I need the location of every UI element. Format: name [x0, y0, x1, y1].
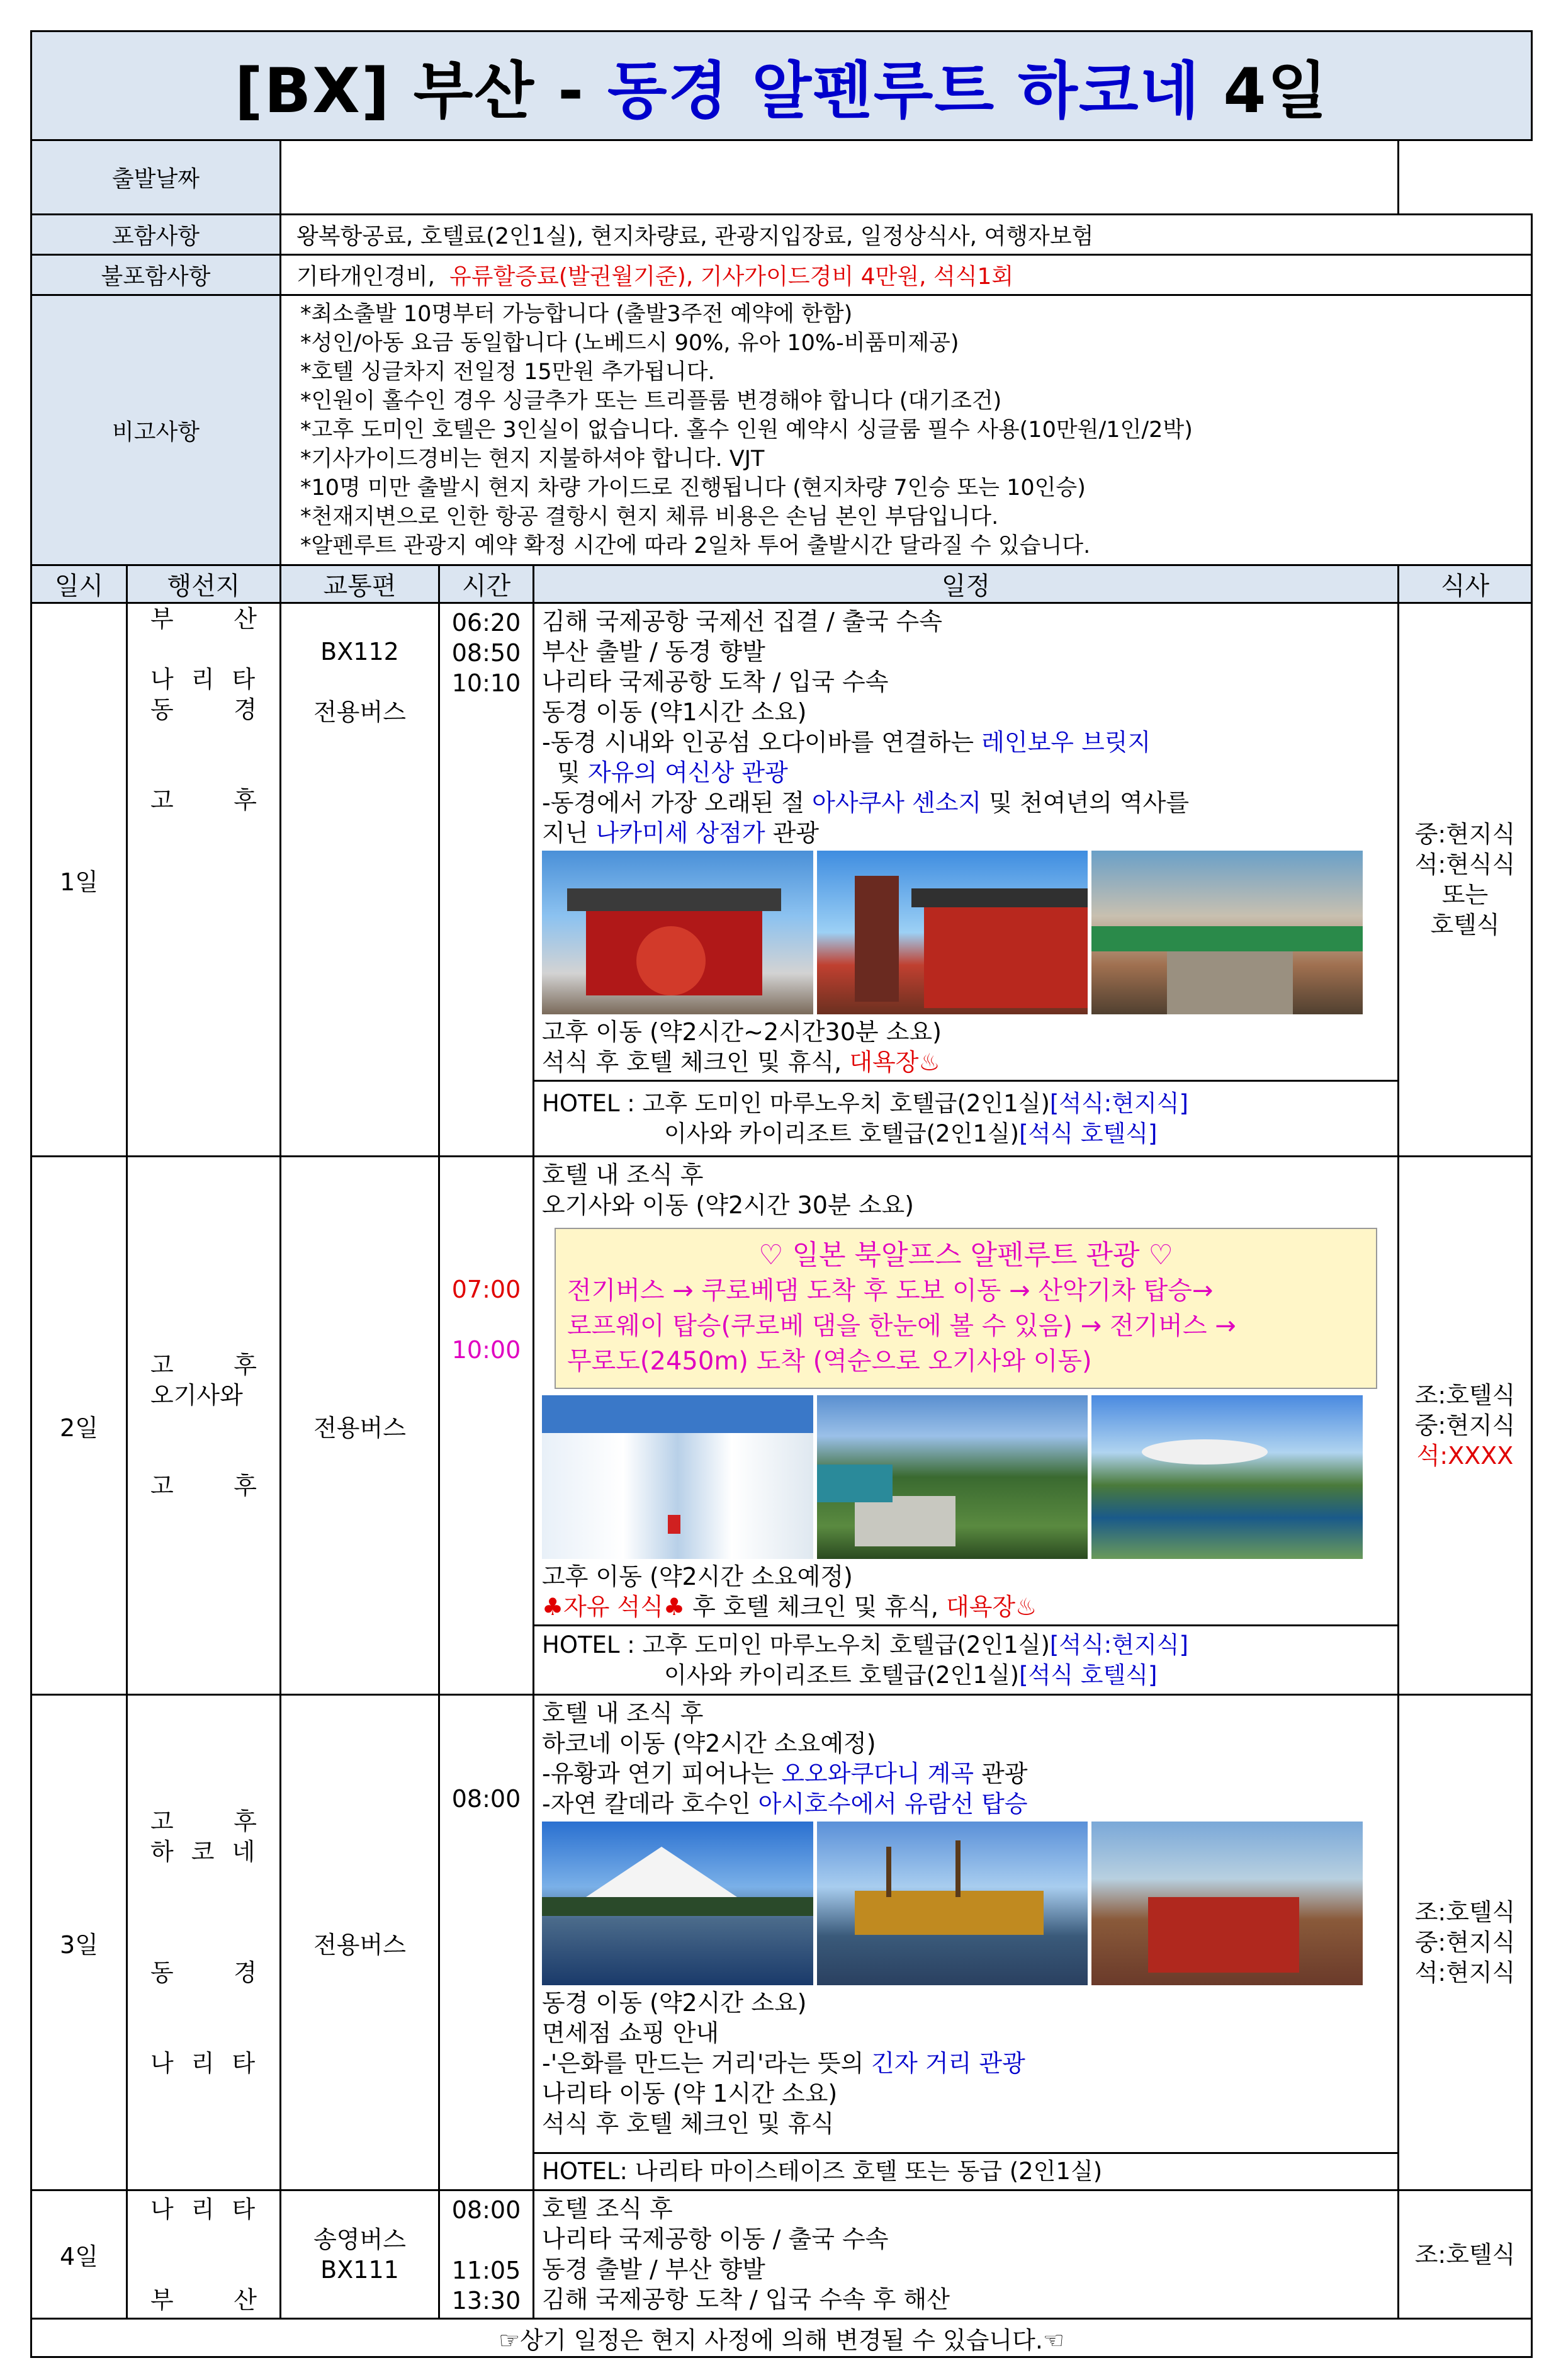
place-item: 고 후: [150, 1808, 257, 1835]
col-day: 일시: [31, 565, 127, 603]
notes-list: [281, 295, 1532, 565]
place-item: 오기사와: [150, 1381, 243, 1409]
included-text: 왕복항공료, 호텔료(2인1실), 현지차량료, 관광지입장료, 일정상식사, 여행자보험: [281, 215, 1532, 255]
col-transport: 교통편: [281, 565, 439, 603]
footer-note: ☞상기 일정은 현지 사정에 의해 변경될 수 있습니다.☜: [31, 2319, 1532, 2357]
day1-hotel: HOTEL : 고후 도미인 마루노우치 호텔급(2인1실)[석식:현지식] 이사와 카이리조트 호텔급(2인1실)[석식 호텔식]: [534, 1081, 1399, 1157]
departure-label: 출발날짜: [31, 140, 281, 215]
alpine-route-box: ♡ 일본 북알프스 알펜루트 관광 ♡ 전기버스 → 쿠로베댐 도착 후 도보 이동 → 산악기차 탑승→ 로프웨이 탑승(쿠로베 댐을 한눈에 볼 수 있음) → 전기버스 → 무로도(2450m) 도착 (역순으로 오기사와 이동): [555, 1228, 1377, 1389]
day2-times: 07:00 10:00: [439, 1157, 534, 1695]
note-item: *10명 미만 출발시 현지 차량 가이드로 진행됩니다 (현지차량 7인승 또는 10인승): [300, 475, 1086, 501]
page-title: [BX] 부산 - 동경 알펜루트 하코네 4일: [31, 31, 1532, 140]
snow-wall-photo: [542, 1395, 813, 1559]
place-item: 고 후: [150, 1351, 257, 1379]
day1-label: 1일: [31, 603, 127, 1157]
day3-transport: 전용버스: [281, 1695, 439, 2190]
excluded-label: 불포함사항: [31, 255, 281, 295]
col-meal: 식사: [1399, 565, 1532, 603]
day2-hotel: HOTEL : 고후 도미인 마루노우치 호텔급(2인1실)[석식:현지식] 이사와 카이리조트 호텔급(2인1실)[석식 호텔식]: [534, 1626, 1399, 1695]
day2-places: [127, 1157, 281, 1695]
itinerary-page: [30, 30, 1531, 2358]
note-item: *알펜루트 관광지 예약 확정 시간에 따라 2일차 투어 출발시간 달라질 수 있습니다.: [300, 533, 1091, 558]
place-item: 동 경: [150, 1959, 257, 1986]
day2-schedule: 호텔 내 조식 후 오기사와 이동 (약2시간 30분 소요) ♡ 일본 북알프스 알펜루트 관광 ♡ 전기버스 → 쿠로베댐 도착 후 도보 이동 → 산악기차 탑승→ 로프웨이 탑승(쿠로베 댐을 한눈에 볼 수 있음) → 전기버스 → 무로도(2450m) 도착 (역순으로 오기사와 이동) 고후 이동 (약2시간 소요예정) ♣자유 석식♣ 후 호텔 체크인 및 휴식, 대욕장♨: [534, 1157, 1399, 1626]
shopping-street-photo: [1091, 851, 1363, 1014]
col-schedule: 일정: [534, 565, 1399, 603]
day3-photos: [542, 1822, 1363, 1985]
day3-time: 08:00: [439, 1695, 534, 2190]
col-time: 시간: [439, 565, 534, 603]
note-item: *성인/아동 요금 동일합니다 (노베드시 90%, 유아 10%-비품미제공): [300, 331, 959, 356]
day1-times: 06:20 08:50 10:10: [439, 603, 534, 1157]
place-item: 고 후: [150, 786, 257, 814]
day2-photos: [542, 1395, 1363, 1559]
notes-label: 비고사항: [31, 295, 281, 565]
dam-photo: [817, 1395, 1088, 1559]
day2-transport: 전용버스: [281, 1157, 439, 1695]
note-item: *기사가이드경비는 현지 지불하셔야 합니다. VJT: [300, 446, 765, 472]
temple-photo: [542, 851, 813, 1014]
cruise-deck-photo: [1091, 1822, 1363, 1985]
place-item: 나 리 타: [150, 2195, 256, 2223]
day4-places: [127, 2190, 281, 2319]
place-item: 나 리 타: [150, 2049, 256, 2077]
note-item: *호텔 싱글차지 전일정 15만원 추가됩니다.: [300, 360, 715, 385]
day1-transport: BX112 전용버스: [281, 603, 439, 1157]
place-item: 부 산: [150, 2286, 257, 2314]
day2-meals: 조:호텔식 중:현지식 석:XXXX: [1399, 1157, 1532, 1695]
note-item: *고후 도미인 호텔은 3인실이 없습니다. 홀수 인원 예약시 싱글룸 필수 사용(10만원/1인/2박): [300, 417, 1193, 443]
note-item: *천재지변으로 인한 항공 결항시 현지 체류 비용은 손님 본인 부담입니다.: [300, 504, 999, 530]
day3-places: [127, 1695, 281, 2190]
note-item: *인원이 홀수인 경우 싱글추가 또는 트리플룸 변경해야 합니다 (대기조건): [300, 388, 1002, 414]
day2-label: 2일: [31, 1157, 127, 1695]
place-item: 부 산: [150, 605, 257, 633]
day1-places: [127, 603, 281, 1157]
day3-schedule: 호텔 내 조식 후 하코네 이동 (약2시간 소요예정) -유황과 연기 피어나는 오오와쿠다니 계곡 관광 -자연 칼데라 호수인 아시호수에서 유람선 탑승 동경 이동 (약2시간 소요) 면세점 쇼핑 안내 -'은화를 만드는 거리'라는 뜻의 긴자 거리 관광 나리타 이동 (약 1시간 소요) 석식 후 호텔 체크인 및 휴식: [534, 1695, 1399, 2153]
day4-schedule: 호텔 조식 후 나리타 국제공항 이동 / 출국 수속 동경 출발 / 부산 향발 김해 국제공항 도착 / 입국 수속 후 해산: [534, 2190, 1399, 2319]
note-item: *최소출발 10명부터 가능합니다 (출발3주전 예약에 한함): [300, 302, 853, 327]
place-item: 하 코 네: [150, 1838, 256, 1866]
day3-meals: 조:호텔식 중:현지식 석:현지식: [1399, 1695, 1532, 2190]
pagoda-photo: [817, 851, 1088, 1014]
departure-value: [281, 140, 1399, 215]
day3-label: 3일: [31, 1695, 127, 2190]
day3-hotel: HOTEL: 나리타 마이스테이즈 호텔 또는 동급 (2인1실): [534, 2153, 1399, 2190]
mount-fuji-photo: [542, 1822, 813, 1985]
place-item: 동 경: [150, 696, 257, 723]
day4-times: 08:00 11:05 13:30: [439, 2190, 534, 2319]
day1-schedule: 김해 국제공항 국제선 집결 / 출국 수속 부산 출발 / 동경 향발 나리타 국제공항 도착 / 입국 수속 동경 이동 (약1시간 소요) -동경 시내와 인공섬 오다이바를 연결하는 레인보우 브릿지 및 자유의 여신상 관광 -동경에서 가장 오래된 절 아사쿠사 센소지 및 천여년의 역사를 지닌 나카미세 상점가 관광 고후 이동 (약2시간~2시간30분 소요) 석식 후 호텔 체크인 및 휴식, 대욕장♨: [534, 603, 1399, 1081]
pirate-ship-photo: [817, 1822, 1088, 1985]
day4-transport: 송영버스 BX111: [281, 2190, 439, 2319]
itinerary-table: [30, 30, 1533, 2358]
place-item: 고 후: [150, 1472, 257, 1500]
day1-photos: [542, 851, 1363, 1014]
day4-label: 4일: [31, 2190, 127, 2319]
lake-photo: [1091, 1395, 1363, 1559]
col-place: 행선지: [127, 565, 281, 603]
place-item: 나 리 타: [150, 666, 256, 693]
day1-meals: 중:현지식 석:현식식 또는 호텔식: [1399, 603, 1532, 1157]
day4-meal: 조:호텔식: [1399, 2190, 1532, 2319]
included-label: 포함사항: [31, 215, 281, 255]
excluded-text: 기타개인경비, 유류할증료(발권월기준), 기사가이드경비 4만원, 석식1회: [281, 255, 1532, 295]
